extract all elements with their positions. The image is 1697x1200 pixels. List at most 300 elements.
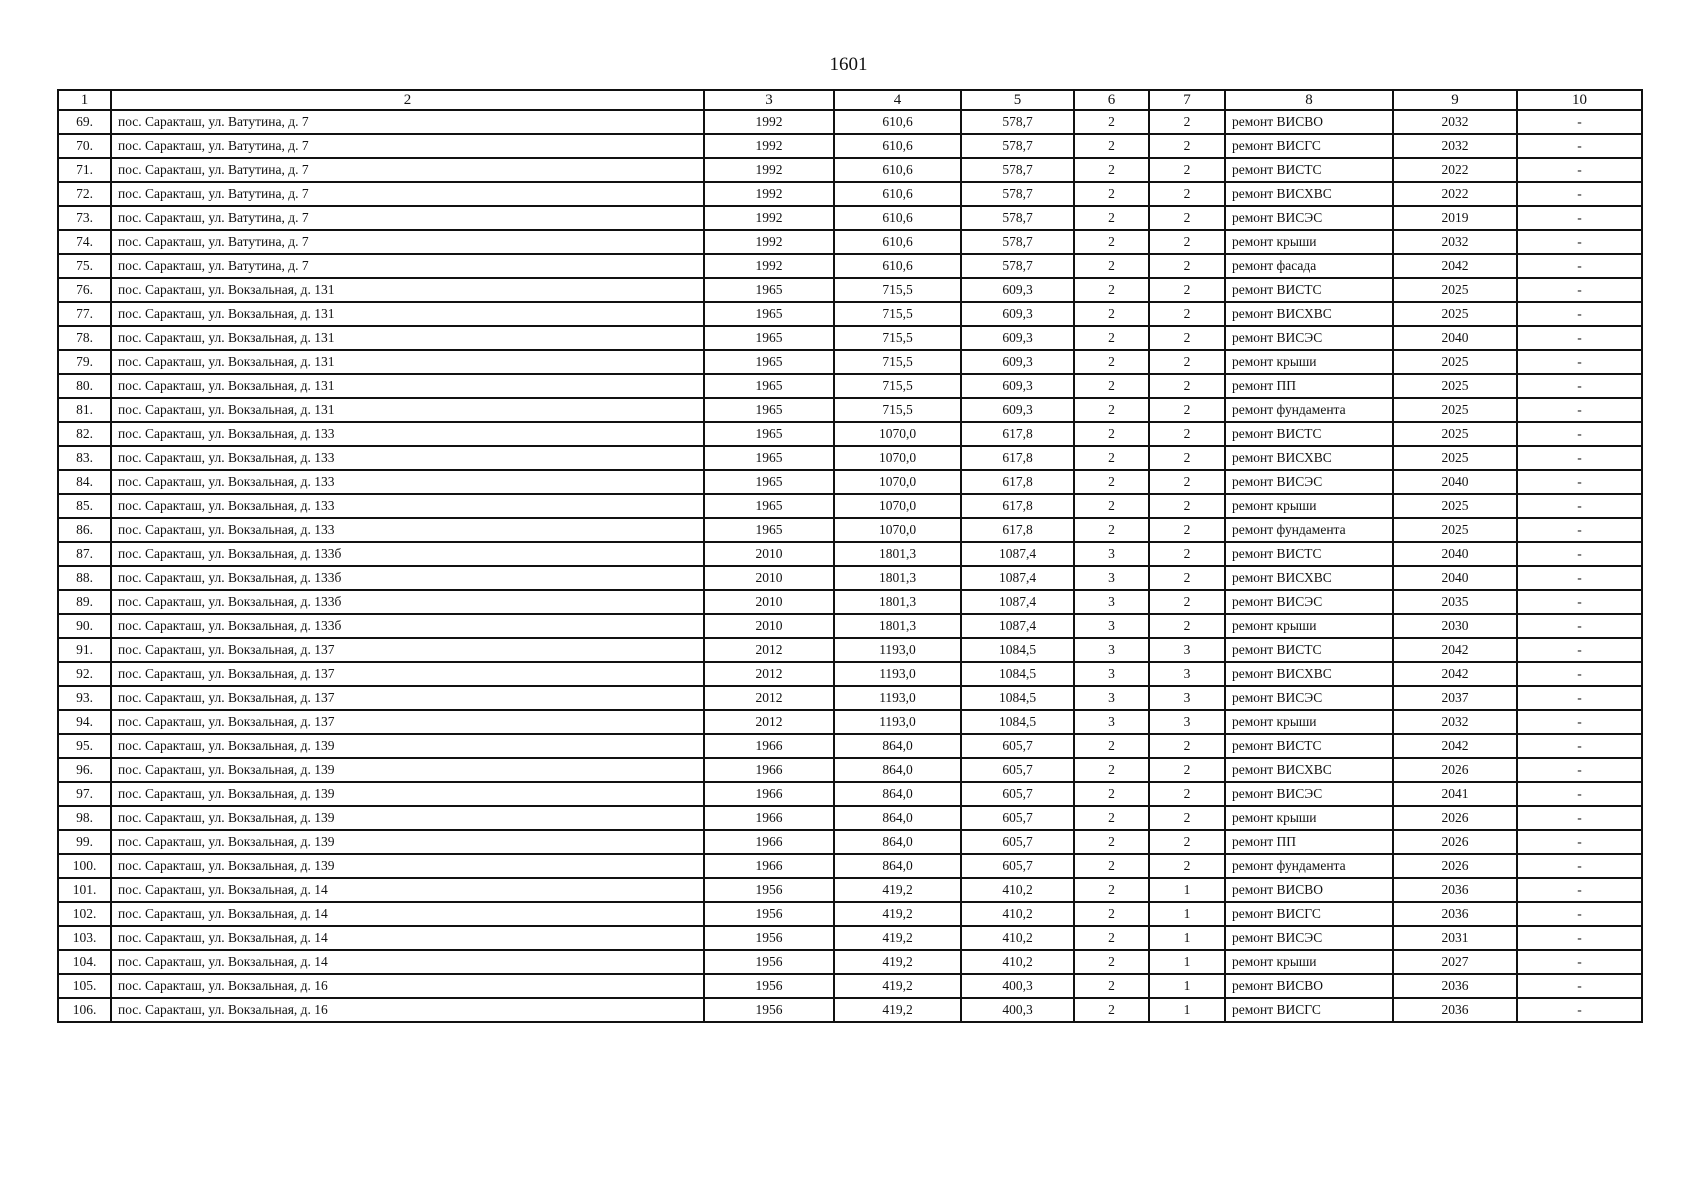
work-type-cell: ремонт ВИСХВС [1225, 302, 1393, 326]
table-row [58, 446, 1642, 470]
entrances-cell: 2 [1149, 254, 1225, 278]
row-number-cell: 88. [58, 566, 111, 590]
note-cell: - [1517, 374, 1642, 398]
living-area-cell: 605,7 [961, 806, 1074, 830]
total-area-cell: 1801,3 [834, 566, 961, 590]
work-type-cell: ремонт ВИСВО [1225, 974, 1393, 998]
work-type-cell: ремонт крыши [1225, 230, 1393, 254]
living-area-cell: 1087,4 [961, 566, 1074, 590]
note-cell: - [1517, 350, 1642, 374]
living-area-cell: 410,2 [961, 950, 1074, 974]
entrances-cell: 2 [1149, 302, 1225, 326]
living-area-cell: 1087,4 [961, 542, 1074, 566]
work-type-cell: ремонт ВИСЭС [1225, 782, 1393, 806]
living-area-cell: 605,7 [961, 758, 1074, 782]
entrances-cell: 2 [1149, 782, 1225, 806]
total-area-cell: 1070,0 [834, 470, 961, 494]
address-cell: пос. Саракташ, ул. Вокзальная, д. 131 [111, 374, 704, 398]
work-type-cell: ремонт ВИСХВС [1225, 566, 1393, 590]
year-built-cell: 1992 [704, 158, 834, 182]
planned-year-cell: 2040 [1393, 566, 1517, 590]
work-type-cell: ремонт ВИСТС [1225, 734, 1393, 758]
planned-year-cell: 2027 [1393, 950, 1517, 974]
year-built-cell: 1965 [704, 446, 834, 470]
total-area-cell: 715,5 [834, 398, 961, 422]
address-cell: пос. Саракташ, ул. Вокзальная, д. 131 [111, 278, 704, 302]
floors-cell: 2 [1074, 950, 1149, 974]
address-cell: пос. Саракташ, ул. Вокзальная, д. 133б [111, 614, 704, 638]
year-built-cell: 1992 [704, 134, 834, 158]
year-built-cell: 1992 [704, 110, 834, 134]
row-number-cell: 85. [58, 494, 111, 518]
work-type-cell: ремонт крыши [1225, 614, 1393, 638]
entrances-cell: 2 [1149, 278, 1225, 302]
row-number-cell: 96. [58, 758, 111, 782]
total-area-cell: 610,6 [834, 254, 961, 278]
entrances-cell: 2 [1149, 830, 1225, 854]
row-number-cell: 99. [58, 830, 111, 854]
address-cell: пос. Саракташ, ул. Вокзальная, д. 131 [111, 326, 704, 350]
living-area-cell: 400,3 [961, 974, 1074, 998]
table-row [58, 854, 1642, 878]
table-row [58, 158, 1642, 182]
living-area-cell: 605,7 [961, 854, 1074, 878]
note-cell: - [1517, 182, 1642, 206]
table-row [58, 806, 1642, 830]
row-number-cell: 98. [58, 806, 111, 830]
total-area-cell: 864,0 [834, 734, 961, 758]
address-cell: пос. Саракташ, ул. Ватутина, д. 7 [111, 134, 704, 158]
note-cell: - [1517, 230, 1642, 254]
address-cell: пос. Саракташ, ул. Вокзальная, д. 133 [111, 446, 704, 470]
planned-year-cell: 2036 [1393, 902, 1517, 926]
note-cell: - [1517, 542, 1642, 566]
table-row [58, 566, 1642, 590]
living-area-cell: 617,8 [961, 470, 1074, 494]
planned-year-cell: 2025 [1393, 350, 1517, 374]
row-number-cell: 103. [58, 926, 111, 950]
row-number-cell: 76. [58, 278, 111, 302]
column-header-4: 4 [834, 90, 961, 110]
row-number-cell: 82. [58, 422, 111, 446]
address-cell: пос. Саракташ, ул. Вокзальная, д. 139 [111, 758, 704, 782]
work-type-cell: ремонт ВИСТС [1225, 278, 1393, 302]
address-cell: пос. Саракташ, ул. Вокзальная, д. 16 [111, 998, 704, 1022]
total-area-cell: 1193,0 [834, 662, 961, 686]
entrances-cell: 1 [1149, 998, 1225, 1022]
address-cell: пос. Саракташ, ул. Вокзальная, д. 131 [111, 302, 704, 326]
total-area-cell: 864,0 [834, 758, 961, 782]
total-area-cell: 610,6 [834, 230, 961, 254]
living-area-cell: 1087,4 [961, 614, 1074, 638]
floors-cell: 2 [1074, 782, 1149, 806]
note-cell: - [1517, 494, 1642, 518]
note-cell: - [1517, 662, 1642, 686]
entrances-cell: 1 [1149, 950, 1225, 974]
planned-year-cell: 2040 [1393, 326, 1517, 350]
table-row [58, 614, 1642, 638]
planned-year-cell: 2041 [1393, 782, 1517, 806]
year-built-cell: 1966 [704, 734, 834, 758]
address-cell: пос. Саракташ, ул. Вокзальная, д. 133б [111, 542, 704, 566]
planned-year-cell: 2022 [1393, 158, 1517, 182]
floors-cell: 2 [1074, 422, 1149, 446]
work-type-cell: ремонт ВИСВО [1225, 110, 1393, 134]
note-cell: - [1517, 422, 1642, 446]
entrances-cell: 3 [1149, 686, 1225, 710]
page-number: 1601 [829, 54, 868, 75]
total-area-cell: 1801,3 [834, 542, 961, 566]
address-cell: пос. Саракташ, ул. Вокзальная, д. 137 [111, 686, 704, 710]
address-cell: пос. Саракташ, ул. Вокзальная, д. 14 [111, 878, 704, 902]
entrances-cell: 2 [1149, 590, 1225, 614]
work-type-cell: ремонт ПП [1225, 830, 1393, 854]
note-cell: - [1517, 326, 1642, 350]
note-cell: - [1517, 158, 1642, 182]
planned-year-cell: 2036 [1393, 878, 1517, 902]
address-cell: пос. Саракташ, ул. Вокзальная, д. 139 [111, 830, 704, 854]
table-row [58, 278, 1642, 302]
address-cell: пос. Саракташ, ул. Вокзальная, д. 133 [111, 494, 704, 518]
work-type-cell: ремонт ВИСТС [1225, 158, 1393, 182]
work-type-cell: ремонт ВИСЭС [1225, 590, 1393, 614]
note-cell: - [1517, 710, 1642, 734]
work-type-cell: ремонт ВИСХВС [1225, 182, 1393, 206]
floors-cell: 2 [1074, 758, 1149, 782]
floors-cell: 2 [1074, 878, 1149, 902]
floors-cell: 3 [1074, 614, 1149, 638]
address-cell: пос. Саракташ, ул. Вокзальная, д. 131 [111, 350, 704, 374]
address-cell: пос. Саракташ, ул. Вокзальная, д. 137 [111, 638, 704, 662]
planned-year-cell: 2025 [1393, 422, 1517, 446]
year-built-cell: 2012 [704, 638, 834, 662]
floors-cell: 2 [1074, 206, 1149, 230]
year-built-cell: 1956 [704, 926, 834, 950]
living-area-cell: 578,7 [961, 206, 1074, 230]
work-type-cell: ремонт ВИСЭС [1225, 926, 1393, 950]
total-area-cell: 715,5 [834, 302, 961, 326]
floors-cell: 2 [1074, 134, 1149, 158]
work-type-cell: ремонт фасада [1225, 254, 1393, 278]
row-number-cell: 69. [58, 110, 111, 134]
floors-cell: 2 [1074, 806, 1149, 830]
floors-cell: 2 [1074, 182, 1149, 206]
note-cell: - [1517, 638, 1642, 662]
address-cell: пос. Саракташ, ул. Вокзальная, д. 133 [111, 422, 704, 446]
address-cell: пос. Саракташ, ул. Ватутина, д. 7 [111, 110, 704, 134]
total-area-cell: 1070,0 [834, 446, 961, 470]
table-row [58, 374, 1642, 398]
address-cell: пос. Саракташ, ул. Вокзальная, д. 139 [111, 734, 704, 758]
planned-year-cell: 2042 [1393, 254, 1517, 278]
table-row [58, 422, 1642, 446]
planned-year-cell: 2026 [1393, 758, 1517, 782]
column-header-6: 6 [1074, 90, 1149, 110]
note-cell: - [1517, 950, 1642, 974]
table-body [58, 110, 1642, 1022]
living-area-cell: 609,3 [961, 350, 1074, 374]
living-area-cell: 578,7 [961, 254, 1074, 278]
planned-year-cell: 2036 [1393, 974, 1517, 998]
row-number-cell: 90. [58, 614, 111, 638]
address-cell: пос. Саракташ, ул. Вокзальная, д. 133 [111, 470, 704, 494]
total-area-cell: 610,6 [834, 158, 961, 182]
total-area-cell: 610,6 [834, 110, 961, 134]
floors-cell: 2 [1074, 734, 1149, 758]
address-cell: пос. Саракташ, ул. Вокзальная, д. 133б [111, 566, 704, 590]
table-row [58, 758, 1642, 782]
note-cell: - [1517, 926, 1642, 950]
row-number-cell: 92. [58, 662, 111, 686]
row-number-cell: 73. [58, 206, 111, 230]
year-built-cell: 1956 [704, 902, 834, 926]
floors-cell: 2 [1074, 374, 1149, 398]
entrances-cell: 2 [1149, 806, 1225, 830]
total-area-cell: 610,6 [834, 182, 961, 206]
total-area-cell: 864,0 [834, 782, 961, 806]
table-row [58, 830, 1642, 854]
entrances-cell: 2 [1149, 542, 1225, 566]
year-built-cell: 1956 [704, 974, 834, 998]
entrances-cell: 2 [1149, 734, 1225, 758]
table-row [58, 302, 1642, 326]
table-row [58, 638, 1642, 662]
column-header-1: 1 [58, 90, 111, 110]
planned-year-cell: 2022 [1393, 182, 1517, 206]
living-area-cell: 578,7 [961, 182, 1074, 206]
work-type-cell: ремонт ВИСГС [1225, 134, 1393, 158]
address-cell: пос. Саракташ, ул. Вокзальная, д. 131 [111, 398, 704, 422]
row-number-cell: 89. [58, 590, 111, 614]
year-built-cell: 1966 [704, 854, 834, 878]
living-area-cell: 578,7 [961, 230, 1074, 254]
table-row [58, 230, 1642, 254]
row-number-cell: 106. [58, 998, 111, 1022]
table-row [58, 974, 1642, 998]
address-cell: пос. Саракташ, ул. Ватутина, д. 7 [111, 230, 704, 254]
entrances-cell: 2 [1149, 854, 1225, 878]
column-header-10: 10 [1517, 90, 1642, 110]
total-area-cell: 419,2 [834, 926, 961, 950]
table-row [58, 470, 1642, 494]
row-number-cell: 91. [58, 638, 111, 662]
row-number-cell: 72. [58, 182, 111, 206]
planned-year-cell: 2032 [1393, 710, 1517, 734]
planned-year-cell: 2026 [1393, 830, 1517, 854]
work-type-cell: ремонт фундамента [1225, 518, 1393, 542]
floors-cell: 3 [1074, 638, 1149, 662]
total-area-cell: 1193,0 [834, 686, 961, 710]
address-cell: пос. Саракташ, ул. Ватутина, д. 7 [111, 206, 704, 230]
floors-cell: 3 [1074, 662, 1149, 686]
note-cell: - [1517, 134, 1642, 158]
floors-cell: 2 [1074, 326, 1149, 350]
work-type-cell: ремонт крыши [1225, 950, 1393, 974]
living-area-cell: 609,3 [961, 398, 1074, 422]
total-area-cell: 1070,0 [834, 422, 961, 446]
floors-cell: 2 [1074, 998, 1149, 1022]
address-cell: пос. Саракташ, ул. Ватутина, д. 7 [111, 254, 704, 278]
entrances-cell: 1 [1149, 974, 1225, 998]
planned-year-cell: 2040 [1393, 470, 1517, 494]
total-area-cell: 610,6 [834, 206, 961, 230]
total-area-cell: 864,0 [834, 854, 961, 878]
table-row [58, 398, 1642, 422]
living-area-cell: 609,3 [961, 374, 1074, 398]
floors-cell: 2 [1074, 278, 1149, 302]
year-built-cell: 1956 [704, 998, 834, 1022]
table-row [58, 878, 1642, 902]
row-number-cell: 78. [58, 326, 111, 350]
year-built-cell: 1965 [704, 422, 834, 446]
year-built-cell: 1965 [704, 302, 834, 326]
planned-year-cell: 2026 [1393, 854, 1517, 878]
note-cell: - [1517, 446, 1642, 470]
address-cell: пос. Саракташ, ул. Вокзальная, д. 137 [111, 662, 704, 686]
table-row [58, 686, 1642, 710]
table-row [58, 350, 1642, 374]
floors-cell: 2 [1074, 470, 1149, 494]
planned-year-cell: 2025 [1393, 518, 1517, 542]
entrances-cell: 2 [1149, 230, 1225, 254]
table-row [58, 902, 1642, 926]
row-number-cell: 70. [58, 134, 111, 158]
work-type-cell: ремонт ВИСЭС [1225, 686, 1393, 710]
entrances-cell: 2 [1149, 446, 1225, 470]
work-type-cell: ремонт фундамента [1225, 854, 1393, 878]
year-built-cell: 1992 [704, 230, 834, 254]
total-area-cell: 419,2 [834, 878, 961, 902]
repair-schedule-table [57, 89, 1643, 1023]
entrances-cell: 2 [1149, 350, 1225, 374]
year-built-cell: 1965 [704, 494, 834, 518]
planned-year-cell: 2042 [1393, 638, 1517, 662]
year-built-cell: 2010 [704, 614, 834, 638]
living-area-cell: 1087,4 [961, 590, 1074, 614]
row-number-cell: 81. [58, 398, 111, 422]
row-number-cell: 95. [58, 734, 111, 758]
year-built-cell: 1966 [704, 830, 834, 854]
planned-year-cell: 2032 [1393, 230, 1517, 254]
note-cell: - [1517, 110, 1642, 134]
work-type-cell: ремонт крыши [1225, 494, 1393, 518]
row-number-cell: 77. [58, 302, 111, 326]
table-row [58, 950, 1642, 974]
planned-year-cell: 2032 [1393, 134, 1517, 158]
work-type-cell: ремонт ВИСТС [1225, 542, 1393, 566]
address-cell: пос. Саракташ, ул. Вокзальная, д. 14 [111, 950, 704, 974]
note-cell: - [1517, 278, 1642, 302]
work-type-cell: ремонт фундамента [1225, 398, 1393, 422]
living-area-cell: 1084,5 [961, 662, 1074, 686]
living-area-cell: 400,3 [961, 998, 1074, 1022]
entrances-cell: 2 [1149, 374, 1225, 398]
work-type-cell: ремонт ВИСЭС [1225, 206, 1393, 230]
floors-cell: 3 [1074, 710, 1149, 734]
row-number-cell: 71. [58, 158, 111, 182]
note-cell: - [1517, 302, 1642, 326]
floors-cell: 2 [1074, 158, 1149, 182]
floors-cell: 2 [1074, 902, 1149, 926]
living-area-cell: 617,8 [961, 422, 1074, 446]
table-row [58, 542, 1642, 566]
row-number-cell: 75. [58, 254, 111, 278]
planned-year-cell: 2025 [1393, 494, 1517, 518]
table-row [58, 326, 1642, 350]
note-cell: - [1517, 206, 1642, 230]
column-header-3: 3 [704, 90, 834, 110]
year-built-cell: 1965 [704, 398, 834, 422]
table-row [58, 590, 1642, 614]
address-cell: пос. Саракташ, ул. Вокзальная, д. 139 [111, 854, 704, 878]
address-cell: пос. Саракташ, ул. Ватутина, д. 7 [111, 182, 704, 206]
living-area-cell: 609,3 [961, 326, 1074, 350]
year-built-cell: 2010 [704, 566, 834, 590]
year-built-cell: 1965 [704, 326, 834, 350]
work-type-cell: ремонт ВИСХВС [1225, 758, 1393, 782]
entrances-cell: 3 [1149, 662, 1225, 686]
year-built-cell: 1956 [704, 878, 834, 902]
floors-cell: 2 [1074, 854, 1149, 878]
work-type-cell: ремонт ВИСЭС [1225, 326, 1393, 350]
note-cell: - [1517, 686, 1642, 710]
work-type-cell: ремонт ПП [1225, 374, 1393, 398]
living-area-cell: 1084,5 [961, 638, 1074, 662]
year-built-cell: 1965 [704, 518, 834, 542]
floors-cell: 2 [1074, 974, 1149, 998]
note-cell: - [1517, 974, 1642, 998]
living-area-cell: 617,8 [961, 494, 1074, 518]
year-built-cell: 2010 [704, 590, 834, 614]
entrances-cell: 2 [1149, 158, 1225, 182]
floors-cell: 3 [1074, 590, 1149, 614]
planned-year-cell: 2026 [1393, 806, 1517, 830]
total-area-cell: 419,2 [834, 950, 961, 974]
row-number-cell: 104. [58, 950, 111, 974]
row-number-cell: 93. [58, 686, 111, 710]
row-number-cell: 84. [58, 470, 111, 494]
row-number-cell: 102. [58, 902, 111, 926]
address-cell: пос. Саракташ, ул. Вокзальная, д. 14 [111, 926, 704, 950]
floors-cell: 2 [1074, 830, 1149, 854]
floors-cell: 2 [1074, 518, 1149, 542]
year-built-cell: 1992 [704, 182, 834, 206]
year-built-cell: 1992 [704, 206, 834, 230]
entrances-cell: 2 [1149, 422, 1225, 446]
year-built-cell: 1965 [704, 470, 834, 494]
entrances-cell: 1 [1149, 902, 1225, 926]
column-header-8: 8 [1225, 90, 1393, 110]
address-cell: пос. Саракташ, ул. Вокзальная, д. 133 [111, 518, 704, 542]
table-row [58, 110, 1642, 134]
total-area-cell: 1193,0 [834, 710, 961, 734]
note-cell: - [1517, 470, 1642, 494]
row-number-cell: 94. [58, 710, 111, 734]
entrances-cell: 2 [1149, 326, 1225, 350]
note-cell: - [1517, 734, 1642, 758]
work-type-cell: ремонт ВИСГС [1225, 998, 1393, 1022]
row-number-cell: 74. [58, 230, 111, 254]
note-cell: - [1517, 782, 1642, 806]
floors-cell: 2 [1074, 230, 1149, 254]
entrances-cell: 1 [1149, 878, 1225, 902]
year-built-cell: 2010 [704, 542, 834, 566]
entrances-cell: 3 [1149, 638, 1225, 662]
work-type-cell: ремонт ВИСГС [1225, 902, 1393, 926]
note-cell: - [1517, 566, 1642, 590]
planned-year-cell: 2040 [1393, 542, 1517, 566]
floors-cell: 2 [1074, 110, 1149, 134]
